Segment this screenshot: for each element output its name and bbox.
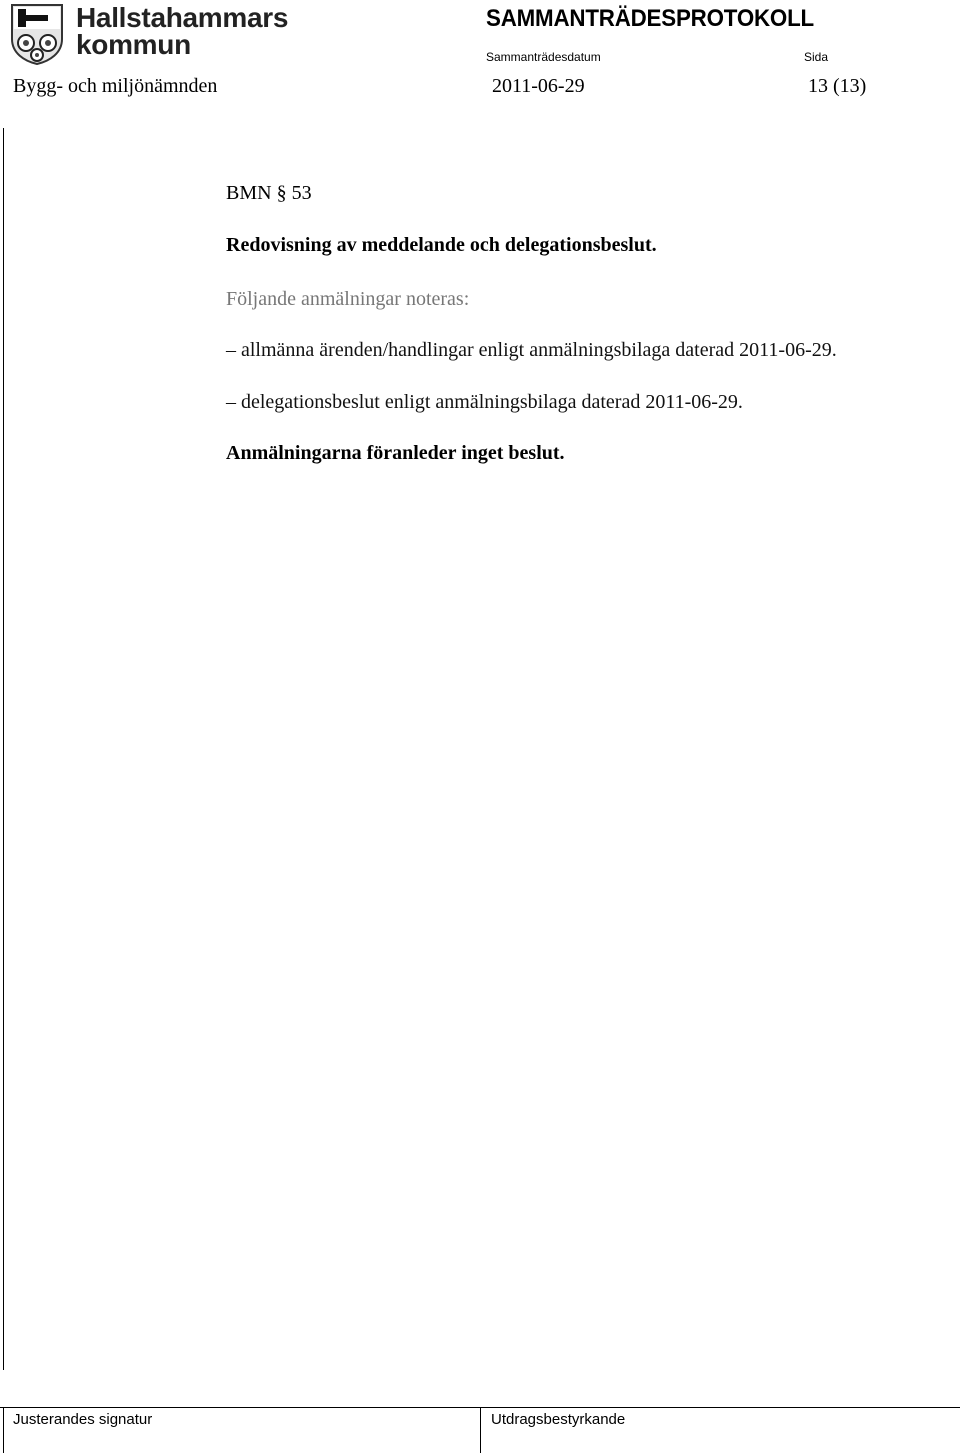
coat-of-arms-icon <box>10 3 64 65</box>
section-title: Redovisning av meddelande och delegationsbeslut. <box>226 234 657 256</box>
logo-name-line1: Hallstahammars <box>76 2 289 33</box>
footer-middle-border <box>480 1407 481 1453</box>
intro-text: Följande anmälningar noteras: <box>226 288 470 310</box>
page-label: Sida <box>804 50 829 64</box>
list-item: – delegationsbeslut enligt anmälningsbilaga daterad 2011-06-29. <box>226 391 743 413</box>
extract-label: Utdragsbestyrkande <box>491 1411 626 1428</box>
meeting-date: 2011-06-29 <box>492 75 585 97</box>
document-type: SAMMANTRÄDESPROTOKOLL <box>486 5 814 32</box>
list-item: – allmänna ärenden/handlingar enligt anmälningsbilaga daterad 2011-06-29. <box>226 339 837 361</box>
case-number: BMN § 53 <box>226 182 312 204</box>
margin-line <box>3 128 4 1370</box>
date-label: Sammanträdesdatum <box>486 50 601 64</box>
committee-name: Bygg- och miljönämnden <box>13 75 218 97</box>
signature-label: Justerandes signatur <box>13 1411 153 1428</box>
municipality-logo <box>10 2 289 65</box>
page-number: 13 (13) <box>808 75 867 97</box>
logo-name-line2: kommun <box>76 29 191 60</box>
footer-left-border <box>3 1407 4 1453</box>
decision-text: Anmälningarna föranleder inget beslut. <box>226 442 565 464</box>
